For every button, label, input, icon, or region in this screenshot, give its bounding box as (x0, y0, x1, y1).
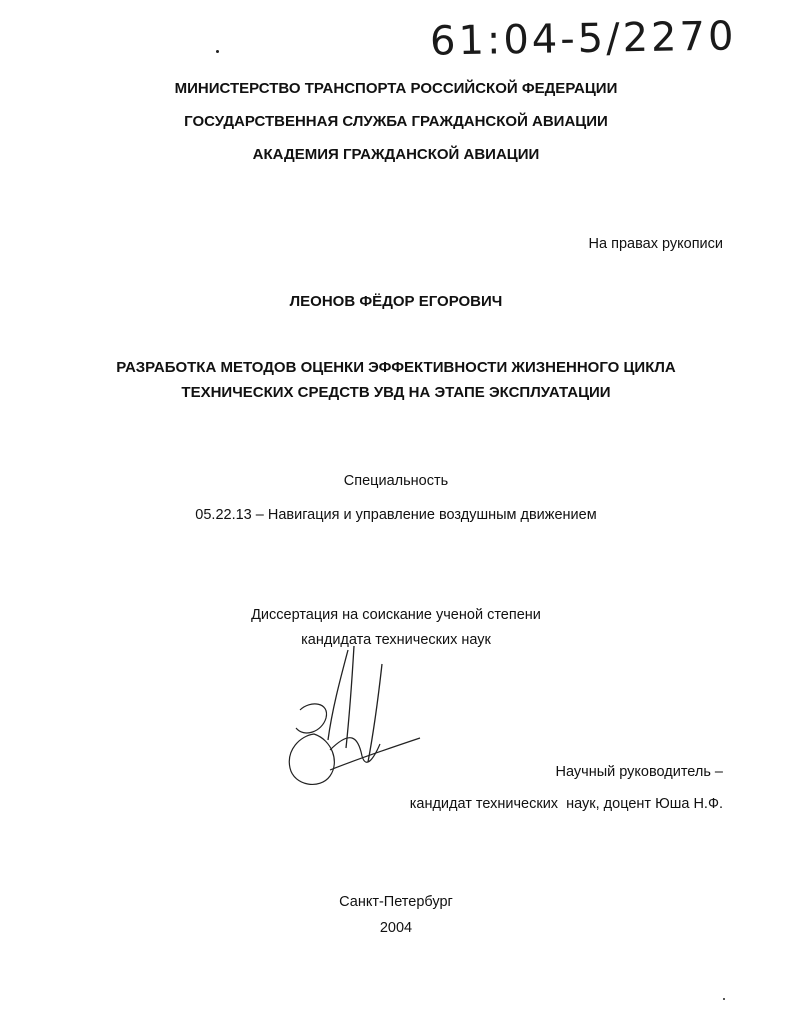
supervisor-value: кандидат технических наук, доцент Юша Н.Ф. (409, 796, 723, 812)
header-academy: АКАДЕМИЯ ГРАЖДАНСКОЙ АВИАЦИИ (252, 146, 540, 163)
city: Санкт-Петербург (339, 894, 453, 910)
author-name: ЛЕОНОВ ФЁДОР ЕГОРОВИЧ (289, 293, 503, 310)
specialty-value: 05.22.13 – Навигация и управление воздушным движением (195, 507, 597, 523)
signature-scribble (270, 640, 430, 800)
header-service: ГОСУДАРСТВЕННАЯ СЛУЖБА ГРАЖДАНСКОЙ АВИАЦИИ (184, 113, 608, 130)
title-line-2: ТЕХНИЧЕСКИХ СРЕДСТВ УВД НА ЭТАПЕ ЭКСПЛУАТАЦИИ (181, 384, 611, 401)
rights-note: На правах рукописи (588, 236, 723, 252)
specialty-label: Специальность (343, 473, 449, 489)
header-ministry: МИНИСТЕРСТВО ТРАНСПОРТА РОССИЙСКОЙ ФЕДЕРАЦИИ (174, 80, 618, 97)
supervisor-label: Научный руководитель – (555, 764, 723, 780)
degree-line-2: кандидата технических наук (301, 632, 491, 648)
title-line-1: РАЗРАБОТКА МЕТОДОВ ОЦЕНКИ ЭФФЕКТИВНОСТИ ЖИЗНЕННОГО ЦИКЛА (116, 359, 676, 376)
archive-number-handwritten: 61:04-5/2270 (429, 13, 737, 65)
degree-line-1: Диссертация на соискание ученой степени (251, 607, 541, 623)
speck-mark (216, 50, 219, 53)
year: 2004 (379, 920, 413, 936)
speck-mark (723, 998, 725, 1000)
